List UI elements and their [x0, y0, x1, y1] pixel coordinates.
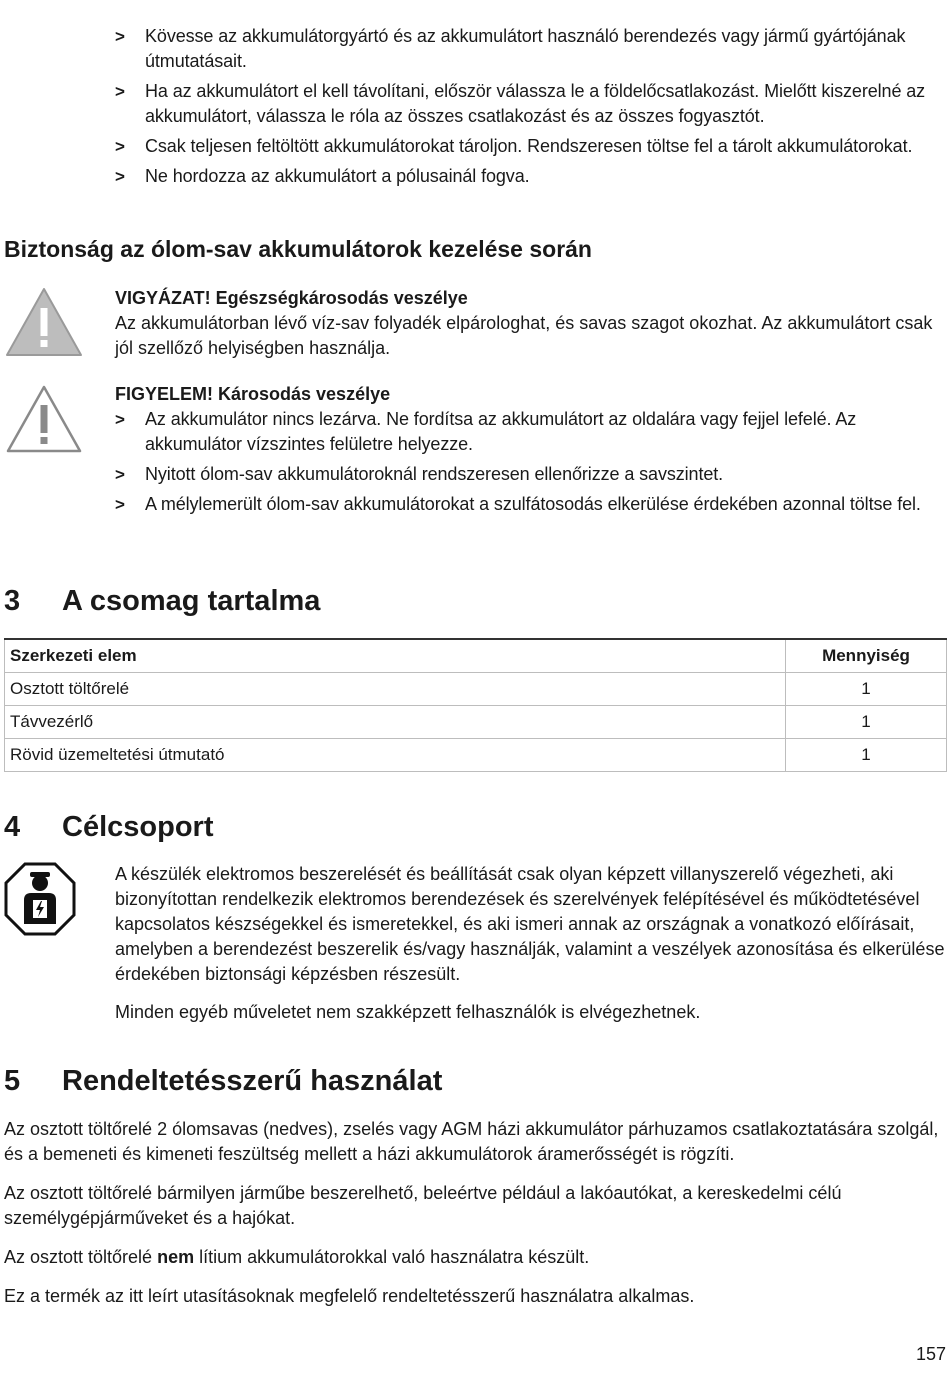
section-title: A csomag tartalma: [62, 585, 321, 617]
bullet-marker: >: [115, 410, 125, 429]
table-cell: 1: [786, 673, 947, 706]
table-row: [5, 673, 947, 706]
warning-triangle-icon: [4, 286, 84, 358]
intended-use-paragraph: Az osztott töltőrelé nem lítium akkumulátorokkal való használatra készült.: [4, 1247, 590, 1267]
table-header-row: [5, 639, 947, 673]
table-cell: Rövid üzemeltetési útmutató: [5, 739, 786, 772]
bullet-marker: >: [115, 167, 125, 186]
section-4-heading: [4, 807, 213, 847]
bullet-marker: >: [115, 82, 125, 101]
target-group-paragraph: Minden egyéb műveletet nem szakképzett felhasználók is elvégezhetnek.: [115, 1002, 701, 1022]
intended-use-paragraph: Az osztott töltőrelé 2 ólomsavas (nedves), zselés vagy AGM házi akkumulátor párhuzamos csatlakoztatására szolgál, és a bemeneti és kimeneti feszültség mellett a házi akkumulátorok áramerősségét is rögzíti.: [4, 1119, 939, 1164]
table-row: [5, 739, 947, 772]
section-3-heading: [4, 581, 320, 621]
table-cell: 1: [786, 706, 947, 739]
section-number: 4: [4, 811, 21, 843]
table-cell: 1: [786, 739, 947, 772]
list-item: > Ne hordozza az akkumulátort a pólusainál fogva.: [115, 164, 945, 189]
target-group-paragraph: A készülék elektromos beszerelését és beállítását csak olyan képzett villanyszerelő végezheti, aki bizonyítottan rendelkezik elektromos berendezések és szerelvények felépítésével és működtetésével kapcsolatos készségekkel és ismeretekkel, és aki ismeri annak az országnak a vonatkozó előírásait, amelyben a berendezést beszerelik és/vagy használják, valamint a veszélyek azonosítása és elkerülése érdekében biztonsági képzésben részesült.: [115, 864, 945, 984]
list-item: > Kövesse az akkumulátorgyártó és az akkumulátort használó berendezés vagy jármű gyártójának útmutatásait.: [115, 26, 906, 71]
table-cell: Osztott töltőrelé: [5, 673, 786, 706]
package-contents-table: [4, 638, 947, 772]
warning-triangle-outline-icon: [4, 383, 84, 455]
target-group-text: [115, 862, 945, 1025]
table-row: [5, 706, 947, 739]
section-title: Rendeltetésszerű használat: [62, 1065, 443, 1097]
caution-title: VIGYÁZAT! Egészségkárosodás veszélye: [115, 288, 468, 308]
electrician-icon: [4, 862, 76, 936]
intended-use-paragraph: Az osztott töltőrelé bármilyen járműbe beszerelhető, beleértve például a lakóautókat, a kereskedelmi célú személygépjárműveket és a hajókat.: [4, 1183, 842, 1228]
bullet-marker: >: [115, 495, 125, 514]
intro-bullet-list: [115, 24, 945, 194]
list-item: > Ha az akkumulátort el kell távolítani, először válassza le a földelőcsatlakozást. Mielőtt kiszerelné az akkumulátort, válassza le róla az összes csatlakozást és az összes fogyasztót.: [115, 81, 926, 126]
list-item: > Az akkumulátor nincs lezárva. Ne fordítsa az akkumulátort az oldalára vagy fejjel lefelé. Az akkumulátor vízszintes felületre helyezze.: [115, 409, 857, 454]
page-number: 157: [915, 1344, 946, 1364]
list-item: > Nyitott ólom-sav akkumulátoroknál rendszeresen ellenőrizze a savszintet.: [115, 462, 945, 487]
list-item: > Csak teljesen feltöltött akkumulátorokat tároljon. Rendszeresen töltse fel a tárolt akkumulátorokat.: [115, 134, 945, 159]
notice-block: [115, 382, 945, 522]
section-5-heading: [4, 1061, 442, 1101]
bullet-marker: >: [115, 27, 125, 46]
section-title: Célcsoport: [62, 811, 214, 843]
bullet-marker: >: [115, 465, 125, 484]
lead-acid-safety-heading: Biztonság az ólom-sav akkumulátorok kezelése során: [4, 236, 592, 262]
table-cell: Távvezérlő: [5, 706, 786, 739]
notice-bullet-list: [115, 407, 945, 517]
caution-block: [115, 286, 945, 361]
caution-text: Az akkumulátorban lévő víz-sav folyadék elpárologhat, és savas szagot okozhat. Az akkumulátort csak jól szellőző helyiségben használja.: [115, 313, 933, 358]
intended-use-paragraph: Ez a termék az itt leírt utasításoknak megfelelő rendeltetésszerű használatra alkalmas.: [4, 1286, 695, 1306]
list-item: > A mélylemerült ólom-sav akkumulátorokat a szulfátosodás elkerülése érdekében azonnal töltse fel.: [115, 492, 945, 517]
emphasis-nem: nem: [157, 1247, 195, 1267]
section-number: 5: [4, 1065, 21, 1097]
column-header-component: Szerkezeti elem: [5, 639, 786, 673]
column-header-quantity: Mennyiség: [786, 639, 947, 673]
notice-title: FIGYELEM! Károsodás veszélye: [115, 384, 391, 404]
section-number: 3: [4, 585, 21, 617]
intended-use-text: [4, 1117, 946, 1323]
bullet-marker: >: [115, 137, 125, 156]
